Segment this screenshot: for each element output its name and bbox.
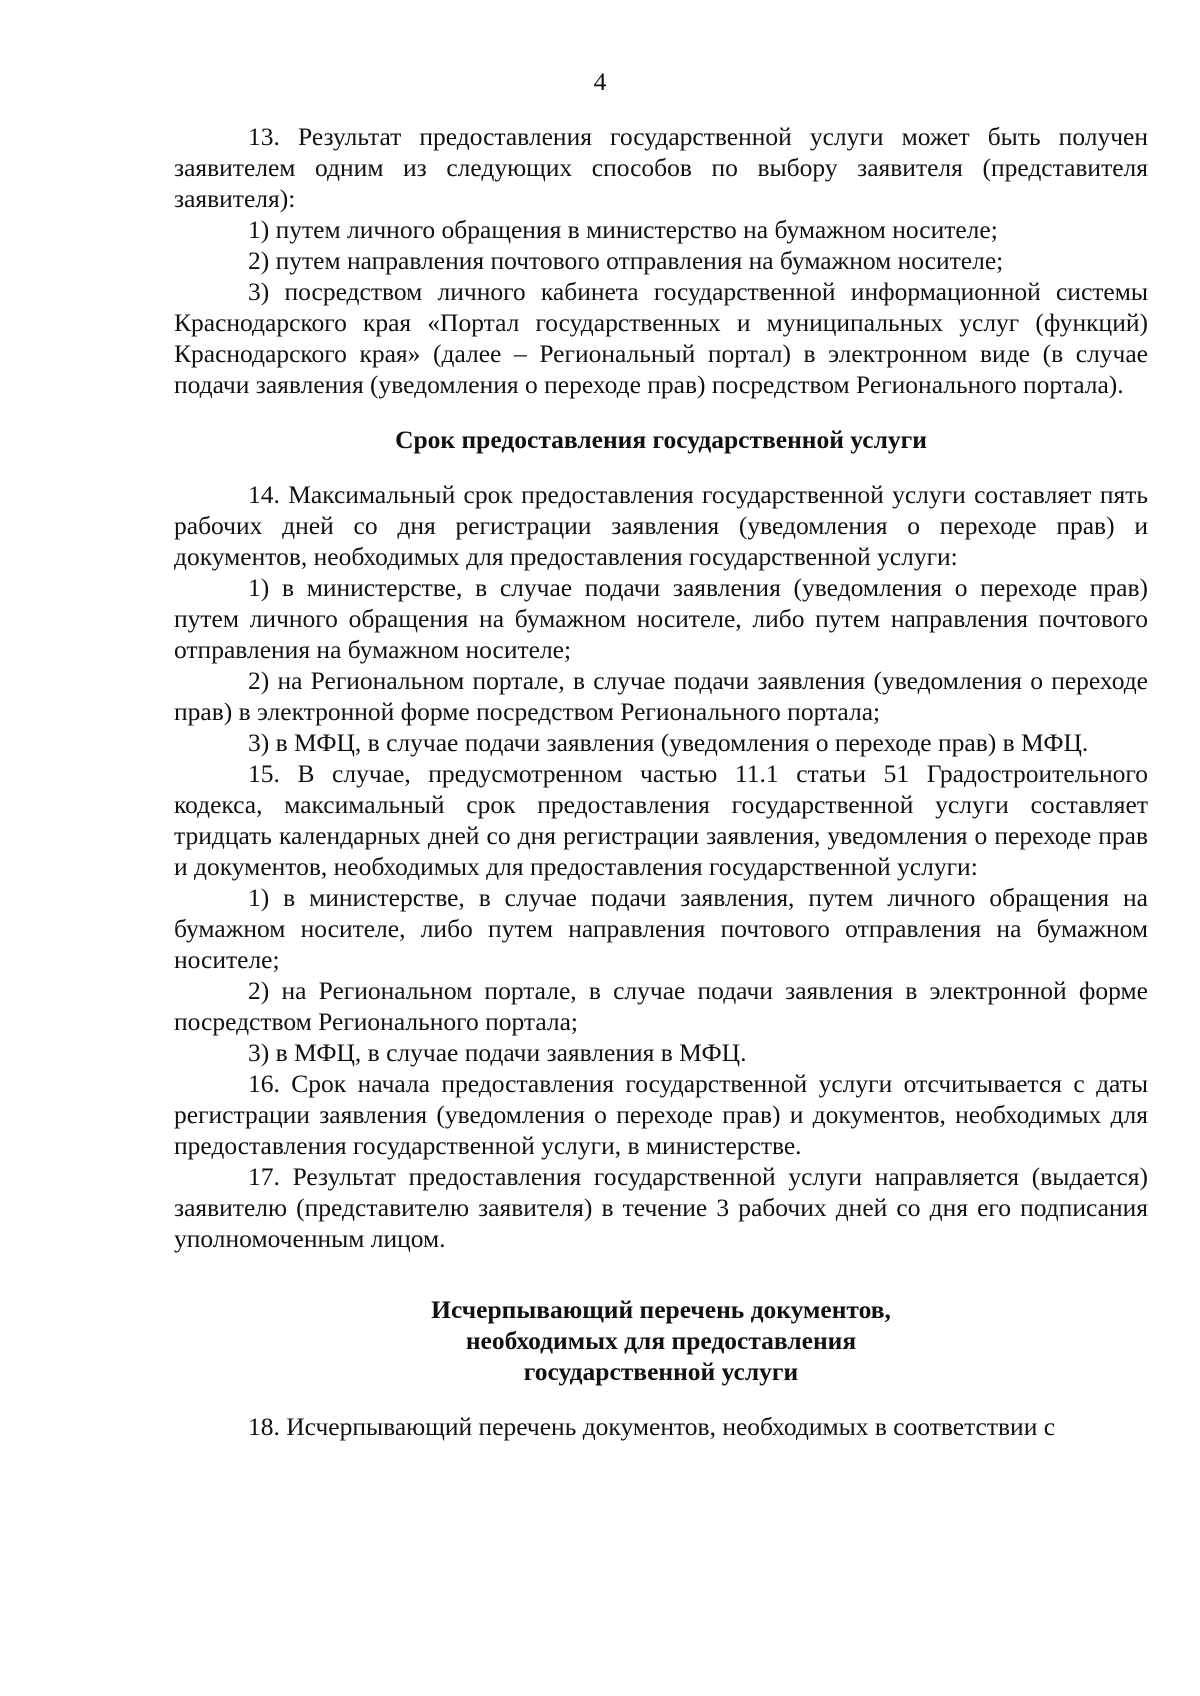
section-heading-term: Срок предоставления государственной услуги (395, 425, 927, 454)
paragraph-17: 17. Результат предоставления государственной услуги направляется (выдается) заявителю (представителю заявителя) в течение 3 рабочих дней со дня его подписания уполномоченным лицом. (174, 1162, 1148, 1253)
list-item-13-2: 2) путем направления почтового отправления на бумажном носителе; (248, 246, 1004, 275)
paragraph-13: 13. Результат предоставления государственной услуги может быть получен заявителем одним из следующих способов по выбору заявителя (представителя заявителя): (174, 122, 1148, 213)
paragraph-14: 14. Максимальный срок предоставления государственной услуги составляет пять рабочих дней со дня регистрации заявления (уведомления о переходе прав) и документов, необходимых для предоставления государственной услуги: (174, 480, 1148, 571)
paragraph-18: 18. Исчерпывающий перечень документов, необходимых в соответствии с (248, 1412, 1056, 1441)
list-item-15-3: 3) в МФЦ, в случае подачи заявления в МФЦ. (248, 1038, 747, 1067)
heading-line-3: государственной услуги (523, 1357, 799, 1386)
page-number: 4 (593, 67, 607, 96)
paragraph-15: 15. В случае, предусмотренном частью 11.1 статьи 51 Градостроительного кодекса, максимальный срок предоставления государственной услуги составляет тридцать календарных дней со дня регистрации заявления, уведомления о переходе прав и документов, необходимых для предоставления государственной услуги: (174, 759, 1148, 881)
list-item-13-1: 1) путем личного обращения в министерство на бумажном носителе; (248, 215, 998, 244)
section-heading-documents (174, 1294, 1148, 1387)
list-item-14-1: 1) в министерстве, в случае подачи заявления (уведомления о переходе прав) путем личного обращения на бумажном носителе, либо путем направления почтового отправления на бумажном носителе; (174, 573, 1148, 664)
list-item-14-3: 3) в МФЦ, в случае подачи заявления (уведомления о переходе прав) в МФЦ. (248, 728, 1089, 757)
list-item-15-2: 2) на Региональном портале, в случае подачи заявления в электронной форме посредством Регионального портала; (174, 976, 1148, 1036)
list-item-14-2: 2) на Региональном портале, в случае подачи заявления (уведомления о переходе прав) в электронной форме посредством Регионального портала; (174, 666, 1148, 726)
document-body (174, 121, 1148, 1442)
heading-line-2: необходимых для предоставления (465, 1326, 857, 1355)
list-item-13-3: 3) посредством личного кабинета государственной информационной системы Краснодарского края «Портал государственных и муниципальных услуг (функций) Краснодарского края» (далее – Региональный портал) в электронном виде (в случае подачи заявления (уведомления о переходе прав) посредством Регионального портала). (174, 277, 1148, 399)
paragraph-16: 16. Срок начала предоставления государственной услуги отсчитывается с даты регистрации заявления (уведомления о переходе прав) и документов, необходимых для предоставления государственной услуги, в министерстве. (174, 1069, 1148, 1160)
list-item-15-1: 1) в министерстве, в случае подачи заявления, путем личного обращения на бумажном носителе, либо путем направления почтового отправления на бумажном носителе; (174, 883, 1148, 974)
heading-line-1: Исчерпывающий перечень документов, (431, 1295, 891, 1324)
